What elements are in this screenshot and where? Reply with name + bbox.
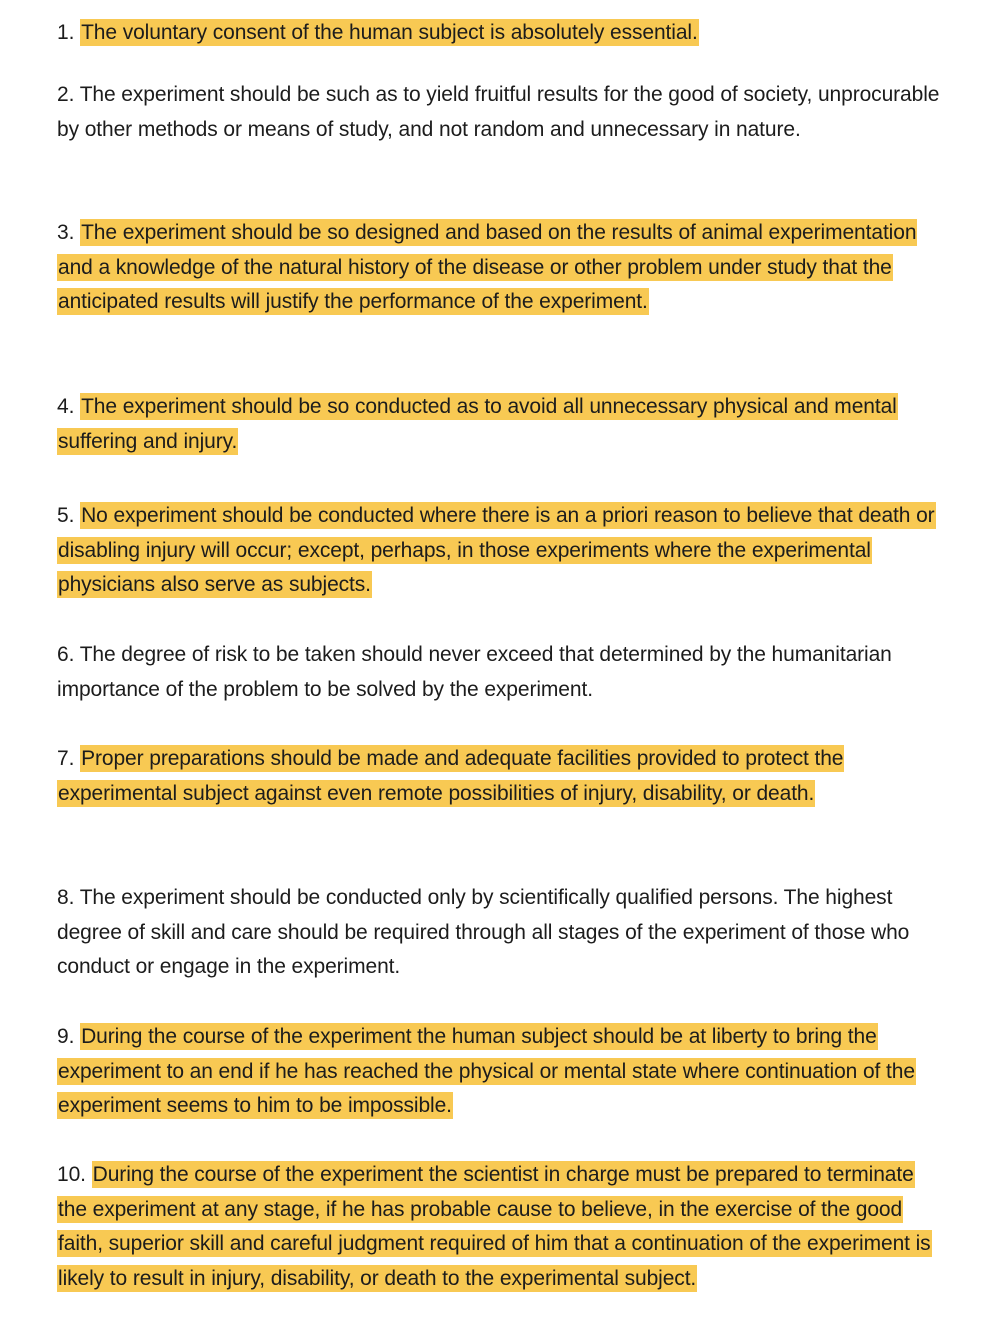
principle-number: 9. (57, 1025, 75, 1048)
principle-10 (57, 1158, 947, 1296)
principle-number: 8. (57, 886, 75, 909)
principle-text-highlighted: The experiment should be so designed and based on the results of animal experimentation and a knowledge of the natural history of the disease or other problem under study that the anticipated results will justify the performance of the experiment. (58, 221, 917, 314)
principle-text-highlighted: During the course of the experiment the human subject should be at liberty to bring the experiment to an end if he has reached the physical or mental state where continuation of the experiment seems to him to be impossible. (58, 1025, 915, 1118)
principle-text-highlighted: No experiment should be conducted where there is an a priori reason to believe that death or disabling injury will occur; except, perhaps, in those experiments where the experimental physicians also serve as subjects. (58, 504, 935, 597)
principle-5 (57, 499, 947, 603)
principle-9 (57, 1020, 947, 1124)
principle-text-highlighted: Proper preparations should be made and adequate facilities provided to protect the experimental subject against even remote possibilities of injury, disability, or death. (58, 747, 844, 805)
principle-text-highlighted: The experiment should be so conducted as to avoid all unnecessary physical and mental suffering and injury. (58, 395, 897, 453)
principle-number: 4. (57, 395, 75, 418)
principle-number: 10. (57, 1163, 86, 1186)
principle-6 (57, 638, 947, 707)
principle-text-highlighted: During the course of the experiment the scientist in charge must be prepared to terminate the experiment at any stage, if he has probable cause to believe, in the exercise of the good faith, superior skill and careful judgment required of him that a continuation of the experiment is likely to result in injury, disability, or death to the experimental subject. (58, 1163, 931, 1290)
principle-text: The experiment should be conducted only by scientifically qualified persons. The highest degree of skill and care should be required through all stages of the experiment of those who conduct or engage in the experiment. (57, 886, 910, 979)
principle-number: 3. (57, 221, 75, 244)
principle-3 (57, 216, 947, 320)
principle-text-highlighted: The voluntary consent of the human subject is absolutely essential. (81, 21, 698, 44)
principle-4 (57, 390, 947, 459)
principle-8 (57, 881, 947, 985)
principle-number: 5. (57, 504, 75, 527)
principle-number: 6. (57, 643, 75, 666)
principle-number: 2. (57, 83, 75, 106)
principle-1 (57, 16, 947, 51)
principle-number: 1. (57, 21, 75, 44)
principle-2 (57, 78, 947, 147)
principle-7 (57, 742, 947, 811)
principle-number: 7. (57, 747, 75, 770)
principle-text: The degree of risk to be taken should never exceed that determined by the humanitarian importance of the problem to be solved by the experiment. (57, 643, 892, 701)
principle-text: The experiment should be such as to yield fruitful results for the good of society, unprocurable by other methods or means of study, and not random and unnecessary in nature. (57, 83, 940, 141)
